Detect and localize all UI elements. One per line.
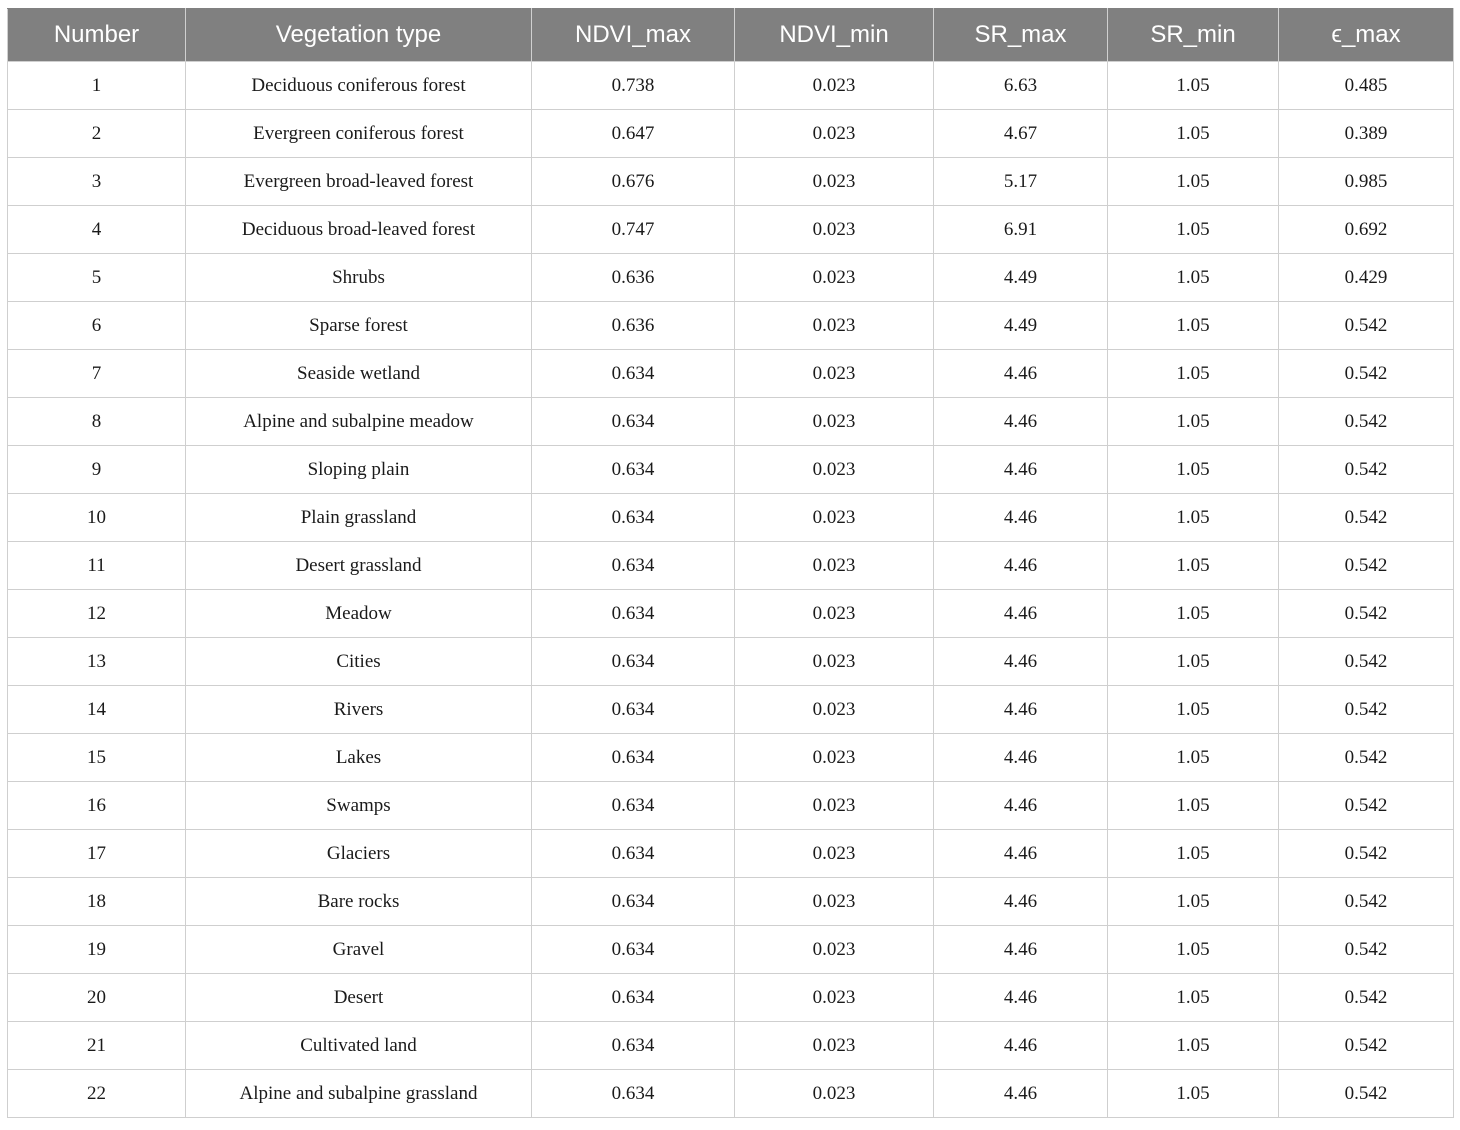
cell-ndvi-max: 0.634 — [532, 638, 735, 686]
cell-sr-min: 1.05 — [1108, 974, 1279, 1022]
cell-ndvi-max: 0.634 — [532, 398, 735, 446]
cell-vegetation-type: Bare rocks — [186, 878, 532, 926]
table-row — [8, 734, 1454, 782]
cell-vegetation-type: Evergreen broad-leaved forest — [186, 158, 532, 206]
cell-vegetation-type: Sparse forest — [186, 302, 532, 350]
vegetation-parameter-table — [7, 8, 1454, 1118]
table-row — [8, 830, 1454, 878]
cell-ndvi-min: 0.023 — [735, 1070, 934, 1118]
cell-sr-max: 6.91 — [934, 206, 1108, 254]
cell-ndvi-min: 0.023 — [735, 878, 934, 926]
cell-ndvi-min: 0.023 — [735, 974, 934, 1022]
cell-ndvi-min: 0.023 — [735, 926, 934, 974]
cell-epsilon-max: 0.542 — [1279, 638, 1454, 686]
cell-epsilon-max: 0.542 — [1279, 974, 1454, 1022]
cell-sr-max: 4.46 — [934, 734, 1108, 782]
table-row — [8, 350, 1454, 398]
cell-ndvi-min: 0.023 — [735, 494, 934, 542]
cell-sr-min: 1.05 — [1108, 782, 1279, 830]
cell-vegetation-type: Swamps — [186, 782, 532, 830]
cell-sr-max: 4.46 — [934, 1070, 1108, 1118]
cell-ndvi-min: 0.023 — [735, 398, 934, 446]
cell-sr-max: 4.46 — [934, 926, 1108, 974]
table-row — [8, 62, 1454, 110]
cell-sr-max: 4.46 — [934, 494, 1108, 542]
header-epsilon-max: ϵ_max — [1279, 9, 1454, 62]
cell-ndvi-min: 0.023 — [735, 302, 934, 350]
cell-ndvi-min: 0.023 — [735, 110, 934, 158]
cell-epsilon-max: 0.389 — [1279, 110, 1454, 158]
cell-epsilon-max: 0.542 — [1279, 878, 1454, 926]
cell-number: 17 — [8, 830, 186, 878]
table-row — [8, 110, 1454, 158]
cell-epsilon-max: 0.542 — [1279, 446, 1454, 494]
cell-sr-max: 4.46 — [934, 830, 1108, 878]
cell-epsilon-max: 0.692 — [1279, 206, 1454, 254]
cell-number: 15 — [8, 734, 186, 782]
cell-ndvi-max: 0.634 — [532, 926, 735, 974]
cell-epsilon-max: 0.542 — [1279, 302, 1454, 350]
cell-number: 6 — [8, 302, 186, 350]
cell-number: 12 — [8, 590, 186, 638]
cell-sr-max: 4.46 — [934, 590, 1108, 638]
cell-ndvi-max: 0.634 — [532, 686, 735, 734]
cell-epsilon-max: 0.542 — [1279, 1070, 1454, 1118]
cell-sr-min: 1.05 — [1108, 206, 1279, 254]
cell-ndvi-min: 0.023 — [735, 734, 934, 782]
cell-number: 10 — [8, 494, 186, 542]
cell-sr-max: 4.46 — [934, 782, 1108, 830]
cell-number: 9 — [8, 446, 186, 494]
cell-ndvi-min: 0.023 — [735, 350, 934, 398]
cell-ndvi-max: 0.634 — [532, 782, 735, 830]
table-row — [8, 206, 1454, 254]
cell-sr-max: 4.46 — [934, 638, 1108, 686]
cell-vegetation-type: Alpine and subalpine grassland — [186, 1070, 532, 1118]
header-vegetation-type: Vegetation type — [186, 9, 532, 62]
table-row — [8, 158, 1454, 206]
table-row — [8, 974, 1454, 1022]
cell-sr-min: 1.05 — [1108, 734, 1279, 782]
cell-vegetation-type: Deciduous coniferous forest — [186, 62, 532, 110]
table-row — [8, 590, 1454, 638]
cell-sr-min: 1.05 — [1108, 350, 1279, 398]
cell-vegetation-type: Rivers — [186, 686, 532, 734]
cell-sr-min: 1.05 — [1108, 158, 1279, 206]
cell-sr-max: 4.67 — [934, 110, 1108, 158]
cell-vegetation-type: Meadow — [186, 590, 532, 638]
cell-sr-min: 1.05 — [1108, 638, 1279, 686]
header-number: Number — [8, 9, 186, 62]
cell-ndvi-max: 0.634 — [532, 446, 735, 494]
cell-vegetation-type: Gravel — [186, 926, 532, 974]
cell-ndvi-min: 0.023 — [735, 254, 934, 302]
cell-ndvi-min: 0.023 — [735, 206, 934, 254]
cell-number: 1 — [8, 62, 186, 110]
cell-ndvi-max: 0.634 — [532, 830, 735, 878]
cell-vegetation-type: Glaciers — [186, 830, 532, 878]
cell-sr-max: 4.46 — [934, 1022, 1108, 1070]
cell-ndvi-min: 0.023 — [735, 1022, 934, 1070]
cell-vegetation-type: Cities — [186, 638, 532, 686]
table-row — [8, 446, 1454, 494]
cell-epsilon-max: 0.985 — [1279, 158, 1454, 206]
cell-sr-min: 1.05 — [1108, 494, 1279, 542]
cell-ndvi-max: 0.634 — [532, 974, 735, 1022]
cell-number: 7 — [8, 350, 186, 398]
table-row — [8, 782, 1454, 830]
cell-ndvi-max: 0.738 — [532, 62, 735, 110]
cell-sr-min: 1.05 — [1108, 542, 1279, 590]
cell-ndvi-max: 0.676 — [532, 158, 735, 206]
cell-ndvi-max: 0.634 — [532, 734, 735, 782]
cell-ndvi-max: 0.634 — [532, 350, 735, 398]
cell-vegetation-type: Sloping plain — [186, 446, 532, 494]
cell-vegetation-type: Desert grassland — [186, 542, 532, 590]
cell-sr-min: 1.05 — [1108, 398, 1279, 446]
cell-sr-min: 1.05 — [1108, 590, 1279, 638]
cell-vegetation-type: Plain grassland — [186, 494, 532, 542]
cell-vegetation-type: Seaside wetland — [186, 350, 532, 398]
cell-epsilon-max: 0.542 — [1279, 686, 1454, 734]
header-ndvi-min: NDVI_min — [735, 9, 934, 62]
table-row — [8, 1070, 1454, 1118]
cell-epsilon-max: 0.542 — [1279, 782, 1454, 830]
cell-vegetation-type: Evergreen coniferous forest — [186, 110, 532, 158]
cell-vegetation-type: Shrubs — [186, 254, 532, 302]
cell-sr-max: 4.46 — [934, 398, 1108, 446]
cell-sr-max: 5.17 — [934, 158, 1108, 206]
cell-ndvi-max: 0.634 — [532, 542, 735, 590]
cell-ndvi-min: 0.023 — [735, 590, 934, 638]
table-row — [8, 494, 1454, 542]
cell-sr-min: 1.05 — [1108, 1070, 1279, 1118]
table-row — [8, 254, 1454, 302]
table-row — [8, 878, 1454, 926]
cell-sr-max: 6.63 — [934, 62, 1108, 110]
cell-number: 20 — [8, 974, 186, 1022]
cell-ndvi-min: 0.023 — [735, 686, 934, 734]
cell-ndvi-min: 0.023 — [735, 446, 934, 494]
cell-epsilon-max: 0.542 — [1279, 494, 1454, 542]
cell-epsilon-max: 0.542 — [1279, 350, 1454, 398]
cell-number: 5 — [8, 254, 186, 302]
cell-sr-max: 4.46 — [934, 974, 1108, 1022]
table-row — [8, 542, 1454, 590]
cell-ndvi-max: 0.634 — [532, 494, 735, 542]
cell-sr-min: 1.05 — [1108, 302, 1279, 350]
table-header — [8, 9, 1454, 62]
cell-number: 14 — [8, 686, 186, 734]
cell-number: 8 — [8, 398, 186, 446]
cell-ndvi-min: 0.023 — [735, 62, 934, 110]
cell-ndvi-min: 0.023 — [735, 830, 934, 878]
cell-ndvi-min: 0.023 — [735, 158, 934, 206]
cell-vegetation-type: Alpine and subalpine meadow — [186, 398, 532, 446]
cell-sr-min: 1.05 — [1108, 110, 1279, 158]
cell-epsilon-max: 0.542 — [1279, 734, 1454, 782]
cell-number: 19 — [8, 926, 186, 974]
table-row — [8, 398, 1454, 446]
table-row — [8, 302, 1454, 350]
table-row — [8, 926, 1454, 974]
cell-ndvi-min: 0.023 — [735, 638, 934, 686]
cell-number: 22 — [8, 1070, 186, 1118]
cell-epsilon-max: 0.429 — [1279, 254, 1454, 302]
cell-epsilon-max: 0.542 — [1279, 590, 1454, 638]
cell-number: 13 — [8, 638, 186, 686]
table-row — [8, 686, 1454, 734]
cell-epsilon-max: 0.542 — [1279, 830, 1454, 878]
cell-number: 4 — [8, 206, 186, 254]
cell-sr-max: 4.49 — [934, 254, 1108, 302]
cell-ndvi-max: 0.647 — [532, 110, 735, 158]
cell-ndvi-min: 0.023 — [735, 782, 934, 830]
cell-epsilon-max: 0.485 — [1279, 62, 1454, 110]
header-sr-max: SR_max — [934, 9, 1108, 62]
cell-ndvi-max: 0.636 — [532, 254, 735, 302]
cell-sr-min: 1.05 — [1108, 446, 1279, 494]
cell-sr-min: 1.05 — [1108, 1022, 1279, 1070]
header-row — [8, 9, 1454, 62]
cell-epsilon-max: 0.542 — [1279, 926, 1454, 974]
cell-sr-max: 4.46 — [934, 542, 1108, 590]
cell-sr-max: 4.46 — [934, 446, 1108, 494]
cell-ndvi-max: 0.634 — [532, 878, 735, 926]
cell-ndvi-max: 0.634 — [532, 1070, 735, 1118]
cell-vegetation-type: Deciduous broad-leaved forest — [186, 206, 532, 254]
cell-sr-min: 1.05 — [1108, 686, 1279, 734]
cell-vegetation-type: Lakes — [186, 734, 532, 782]
cell-sr-max: 4.46 — [934, 686, 1108, 734]
cell-number: 21 — [8, 1022, 186, 1070]
cell-vegetation-type: Desert — [186, 974, 532, 1022]
cell-number: 16 — [8, 782, 186, 830]
table-row — [8, 638, 1454, 686]
cell-number: 11 — [8, 542, 186, 590]
cell-sr-min: 1.05 — [1108, 254, 1279, 302]
cell-ndvi-max: 0.634 — [532, 1022, 735, 1070]
table-row — [8, 1022, 1454, 1070]
cell-ndvi-min: 0.023 — [735, 542, 934, 590]
cell-ndvi-max: 0.636 — [532, 302, 735, 350]
cell-epsilon-max: 0.542 — [1279, 398, 1454, 446]
header-ndvi-max: NDVI_max — [532, 9, 735, 62]
cell-number: 2 — [8, 110, 186, 158]
data-table-container — [7, 8, 1453, 1118]
cell-number: 18 — [8, 878, 186, 926]
cell-ndvi-max: 0.634 — [532, 590, 735, 638]
header-sr-min: SR_min — [1108, 9, 1279, 62]
cell-sr-min: 1.05 — [1108, 62, 1279, 110]
cell-ndvi-max: 0.747 — [532, 206, 735, 254]
cell-sr-min: 1.05 — [1108, 830, 1279, 878]
cell-number: 3 — [8, 158, 186, 206]
cell-sr-min: 1.05 — [1108, 926, 1279, 974]
cell-sr-max: 4.46 — [934, 350, 1108, 398]
cell-sr-max: 4.49 — [934, 302, 1108, 350]
cell-epsilon-max: 0.542 — [1279, 1022, 1454, 1070]
cell-epsilon-max: 0.542 — [1279, 542, 1454, 590]
cell-sr-max: 4.46 — [934, 878, 1108, 926]
cell-vegetation-type: Cultivated land — [186, 1022, 532, 1070]
table-body — [8, 62, 1454, 1118]
cell-sr-min: 1.05 — [1108, 878, 1279, 926]
